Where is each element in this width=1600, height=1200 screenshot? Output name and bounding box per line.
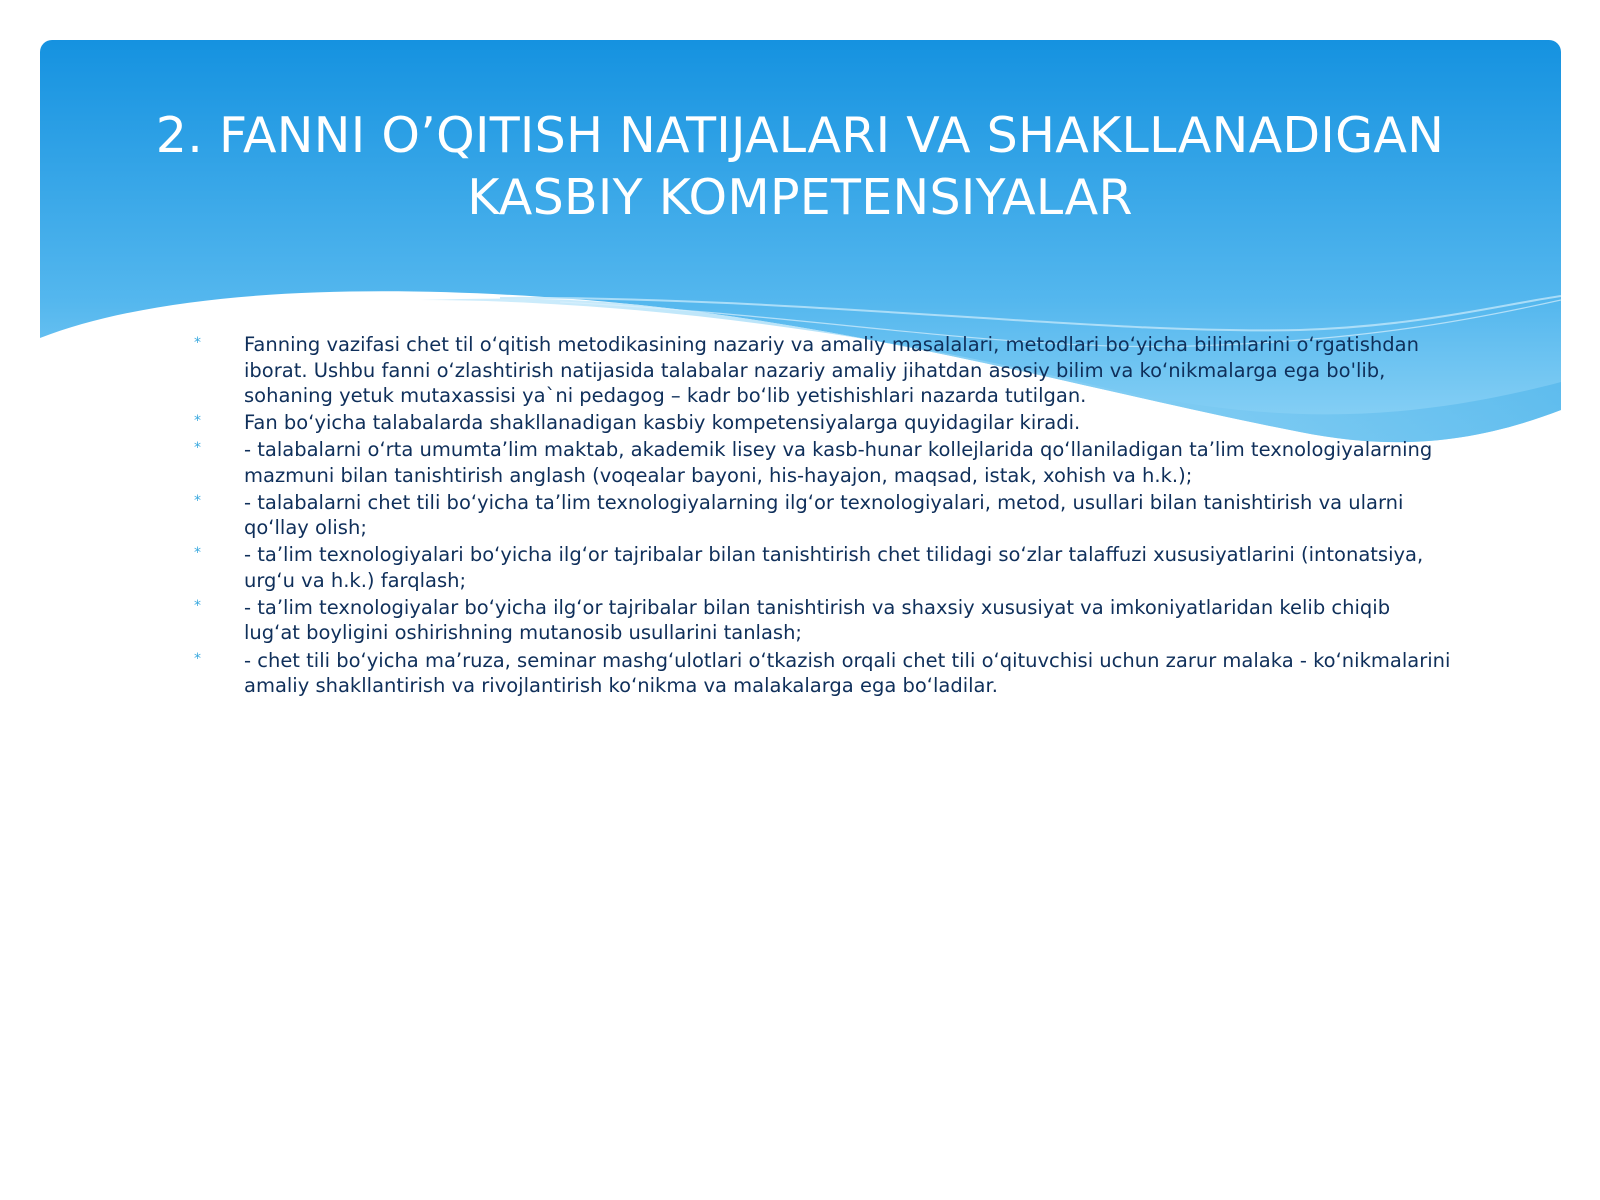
list-item xyxy=(190,542,1452,593)
star-bullet-icon: * xyxy=(194,650,201,667)
bullet-text: - talabalarni chet tili bo‘yicha ta’lim texnologiyalarning ilg‘or texnologiyalari, metod, usullari bilan tanishtirish va ularni qo‘llay olish; xyxy=(244,490,1404,540)
star-bullet-icon: * xyxy=(194,413,201,430)
star-bullet-icon: * xyxy=(194,440,201,457)
bullet-text: - talabalarni o‘rta umumta’lim maktab, akademik lisey va kasb-hunar kollejlarida qo‘llaniladigan ta’lim texnologiyalarning mazmuni bilan tanishtirish anglash (voqealar bayoni, his-hayajon, maqsad, istak, xohish va h.k.); xyxy=(244,438,1433,487)
bullet-text: - ta’lim texnologiyalar bo‘yicha ilg‘or tajribalar bilan tanishtirish va shaxsiy xususiyat va imkoniyatlaridan kelib chiqib lug‘at boyligini oshirishning mutanosib usullarini tanlash; xyxy=(244,595,1391,645)
list-item xyxy=(190,437,1452,488)
star-bullet-icon: * xyxy=(194,545,201,562)
bullet-text: Fanning vazifasi chet til o‘qitish metodikasining nazariy va amaliy masalalari, metodlari bo‘yicha bilimlarini o‘rgatishdan iborat. Ushbu fanni o‘zlashtirish natijasida talabalar nazariy amaliy jihatdan asosiy bilim va ko‘nikmalarga ega bo'lib, sohaning yetuk mutaxassisi ya`ni pedagog – kadr bo‘lib yetishishlari nazarda tutilgan. xyxy=(244,333,1419,407)
star-bullet-icon: * xyxy=(194,597,201,614)
slide-title: 2. FANNI O’QITISH NATIJALARI VA SHAKLLANADIGAN KASBIY KOMPETENSIYALAR xyxy=(155,107,1445,226)
list-item xyxy=(190,410,1452,436)
list-item xyxy=(190,648,1452,699)
list-item xyxy=(190,595,1452,646)
bullet-text: - ta’lim texnologiyalari bo‘yicha ilg‘or tajribalar bilan tanishtirish chet tilidagi so‘zlar talaffuzi xususiyatlarini (intonatsiya, urg‘u va h.k.) farqlash; xyxy=(244,543,1424,592)
bullet-text: - chet tili bo‘yicha ma’ruza, seminar mashg‘ulotlari o‘tkazish orqali chet tili o‘qituvchisi uchun zarur malaka - ko‘nikmalarini amaliy shakllantirish va rivojlantirish ko‘nikma va malakalarga ega bo‘ladilar. xyxy=(244,648,1451,698)
star-bullet-icon: * xyxy=(194,335,201,351)
bullet-list xyxy=(190,332,1452,700)
list-item xyxy=(190,490,1452,541)
list-item xyxy=(190,332,1452,409)
bullet-text: Fan bo‘yicha talabalarda shakllanadigan kasbiy kompetensiyalarga quyidagilar kiradi. xyxy=(244,411,1081,435)
star-bullet-icon: * xyxy=(194,492,201,509)
